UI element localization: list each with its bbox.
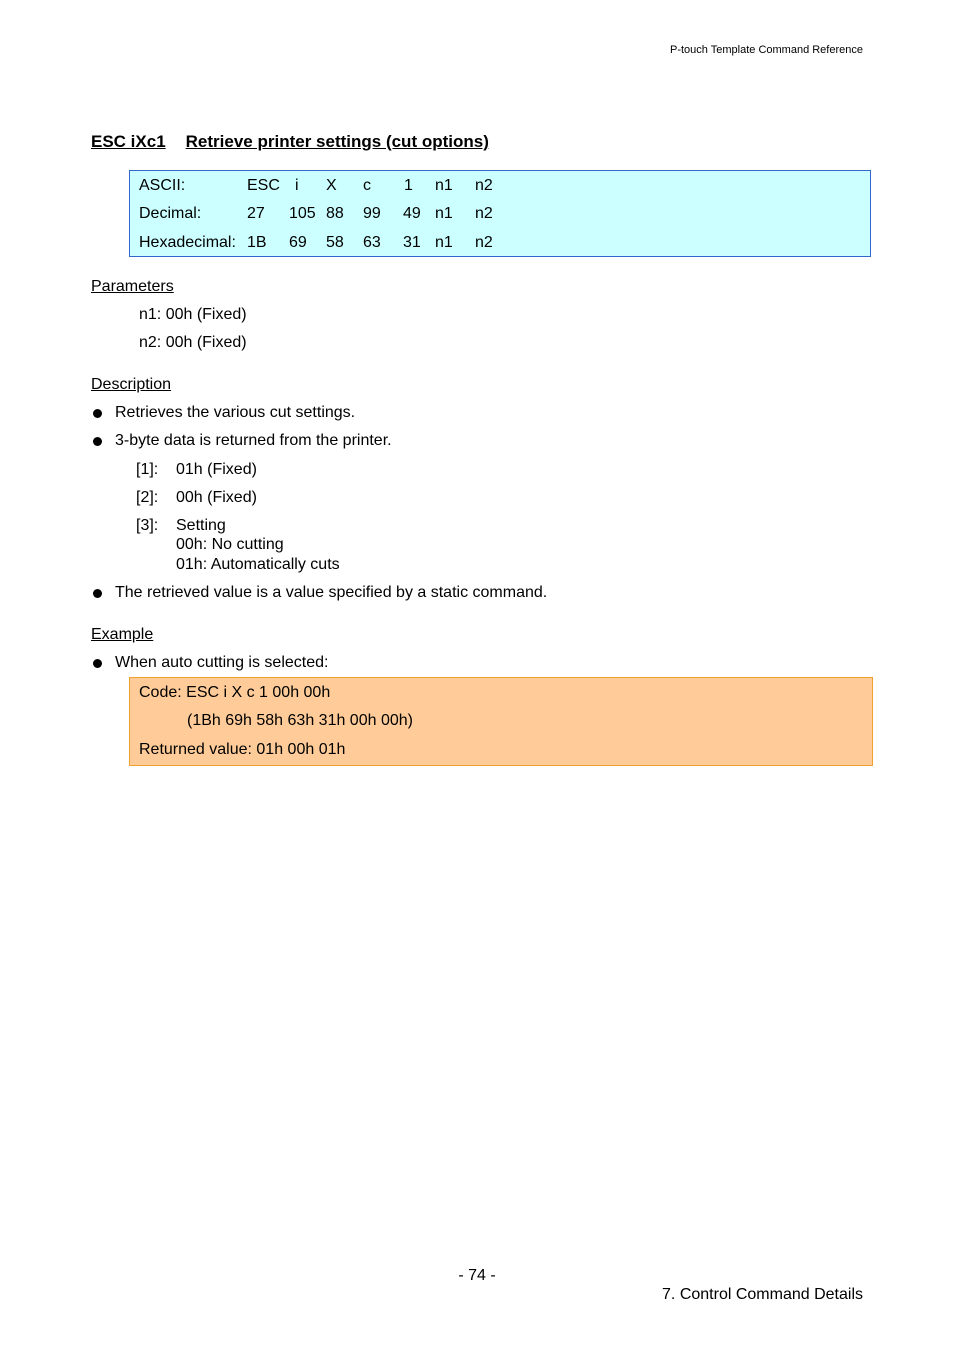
cell: ESC [247,177,280,194]
cell: 1 [404,177,413,194]
bullet-dot-icon [93,437,102,446]
bullet-text: Retrieves the various cut settings. [115,404,356,421]
parameter-item: n2: 00h (Fixed) [139,334,247,351]
running-footer: 7. Control Command Details [662,1286,863,1303]
running-header: P-touch Template Command Reference [669,44,863,56]
byte-value-option: 01h: Automatically cuts [176,556,340,573]
byte-label: [3]: [136,517,159,534]
byte-value: 01h (Fixed) [176,461,257,478]
byte-label: [2]: [136,489,159,506]
page-number: - 74 - [458,1267,496,1284]
description-heading: Description [91,376,172,393]
bullet-dot-icon [93,659,102,668]
row-label: Decimal: [139,205,202,222]
cell: n2 [475,234,493,251]
cell: 49 [403,205,421,222]
cell: 58 [326,234,344,251]
cell: n2 [475,205,493,222]
parameter-item: n1: 00h (Fixed) [139,306,247,323]
example-code-box [129,677,873,766]
command-name: Retrieve printer settings (cut options) [185,132,489,151]
byte-value: 00h (Fixed) [176,489,257,506]
cell: n1 [435,177,453,194]
cell: 1B [247,234,267,251]
byte-value-option: 00h: No cutting [176,536,284,553]
cell: 99 [363,205,381,222]
cell: 31 [403,234,421,251]
parameters-heading: Parameters [91,278,174,295]
cell: 105 [289,205,316,222]
command-code: ESC iXc1 [91,132,166,151]
bullet-text: 3-byte data is returned from the printer. [115,432,392,449]
bullet-text: When auto cutting is selected: [115,654,329,671]
bullet-text: The retrieved value is a value specified by a static command. [115,584,548,601]
command-format-box [129,170,871,257]
row-label: Hexadecimal: [139,234,236,251]
cell: X [326,177,337,194]
byte-value: Setting [176,517,226,534]
bullet-dot-icon [93,589,102,598]
bullet-dot-icon [93,409,102,418]
row-label: ASCII: [139,177,186,194]
example-returned-line: Returned value: 01h 00h 01h [139,741,346,758]
example-code-line: Code: ESC i X c 1 00h 00h [139,684,331,701]
command-title [91,132,489,152]
example-hex-line: (1Bh 69h 58h 63h 31h 00h 00h) [187,712,413,729]
cell: n2 [475,177,493,194]
cell: c [363,177,371,194]
cell: 63 [363,234,381,251]
cell: i [295,177,299,194]
cell: 69 [289,234,307,251]
example-heading: Example [91,626,154,643]
cell: 27 [247,205,265,222]
byte-label: [1]: [136,461,159,478]
cell: 88 [326,205,344,222]
cell: n1 [435,234,453,251]
cell: n1 [435,205,453,222]
